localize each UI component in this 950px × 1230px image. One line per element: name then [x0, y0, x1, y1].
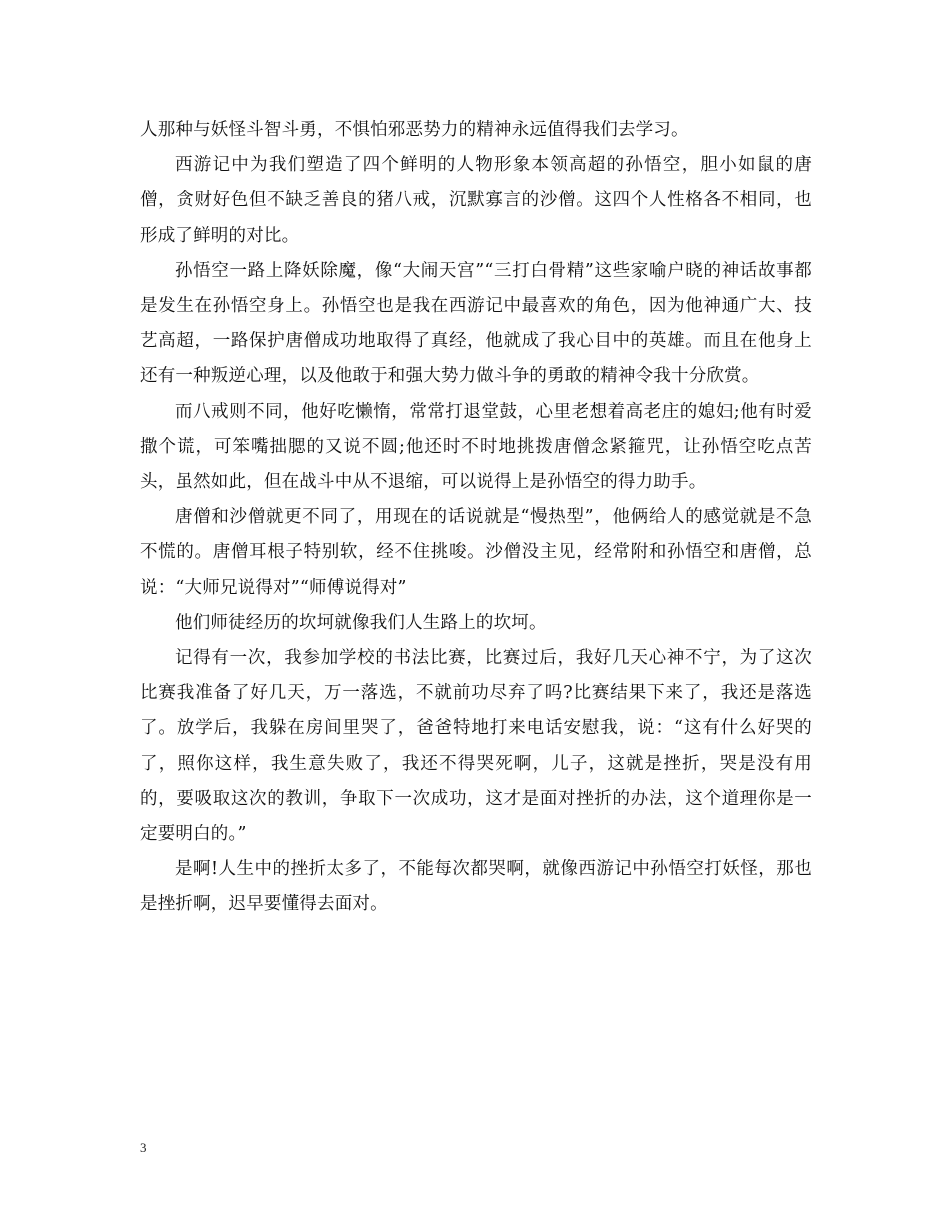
paragraph-hardships: 他们师徒经历的坎坷就像我们人生路上的坎坷。: [175, 612, 547, 633]
document-body: [140, 113, 812, 923]
paragraph-continuation: 人那种与妖怪斗智斗勇，不惧怕邪恶势力的精神永远值得我们去学习。: [140, 120, 689, 140]
paragraph-bajie: 而八戒则不同，他好吃懒惰，常常打退堂鼓，心里老想着高老庄的媳妇;他有时爱撒个谎，可笨嘴拙腮的又说不圆;他还时不时地挑拨唐僧念紧箍咒，让孙悟空吃点苦头，虽然如此，但在战斗中从不退缩，可以说得上是孙悟空的得力助手。: [140, 401, 812, 493]
paragraph-characters-overview: 西游记中为我们塑造了四个鲜明的人物形象本领高超的孙悟空，胆小如鼠的唐僧，贪财好色但不缺乏善良的猪八戒，沉默寡言的沙僧。这四个人性格各不相同，也形成了鲜明的对比。: [140, 155, 812, 246]
page-number: 3: [140, 1140, 147, 1155]
paragraph-tang-sha: 唐僧和沙僧就更不同了，用现在的话说就是“慢热型”，他俩给人的感觉就是不急不慌的。唐僧耳根子特别软，经不住挑唆。沙僧没主见，经常附和孙悟空和唐僧，总说：“大师兄说得对”“师傅说得对”: [140, 507, 812, 598]
paragraph-calligraphy-story: 记得有一次，我参加学校的书法比赛，比赛过后，我好几天心神不宁，为了这次比赛我准备了好几天，万一落选，不就前功尽弃了吗?比赛结果下来了，我还是落选了。放学后，我躲在房间里哭了，爸爸特地打来电话安慰我，说：“这有什么好哭的了，照你这样，我生意失败了，我还不得哭死啊，儿子，这就是挫折，哭是没有用的，要吸取这次的教训，争取下一次成功，这才是面对挫折的办法，这个道理你是一定要明白的。”: [140, 648, 812, 845]
paragraph-sun-wukong: 孙悟空一路上降妖除魔，像“大闹天宫”“三打白骨精”这些家喻户晓的神话故事都是发生在孙悟空身上。孙悟空也是我在西游记中最喜欢的角色，因为他神通广大、技艺高超，一路保护唐僧成功地取得了真经，他就成了我心目中的英雄。而且在他身上还有一种叛逆心理，以及他敢于和强大势力做斗争的勇敢的精神令我十分欣赏。: [140, 260, 812, 387]
paragraph-conclusion: 是啊!人生中的挫折太多了，不能每次都哭啊，就像西游记中孙悟空打妖怪，那也是挫折啊，迟早要懂得去面对。: [140, 859, 812, 915]
